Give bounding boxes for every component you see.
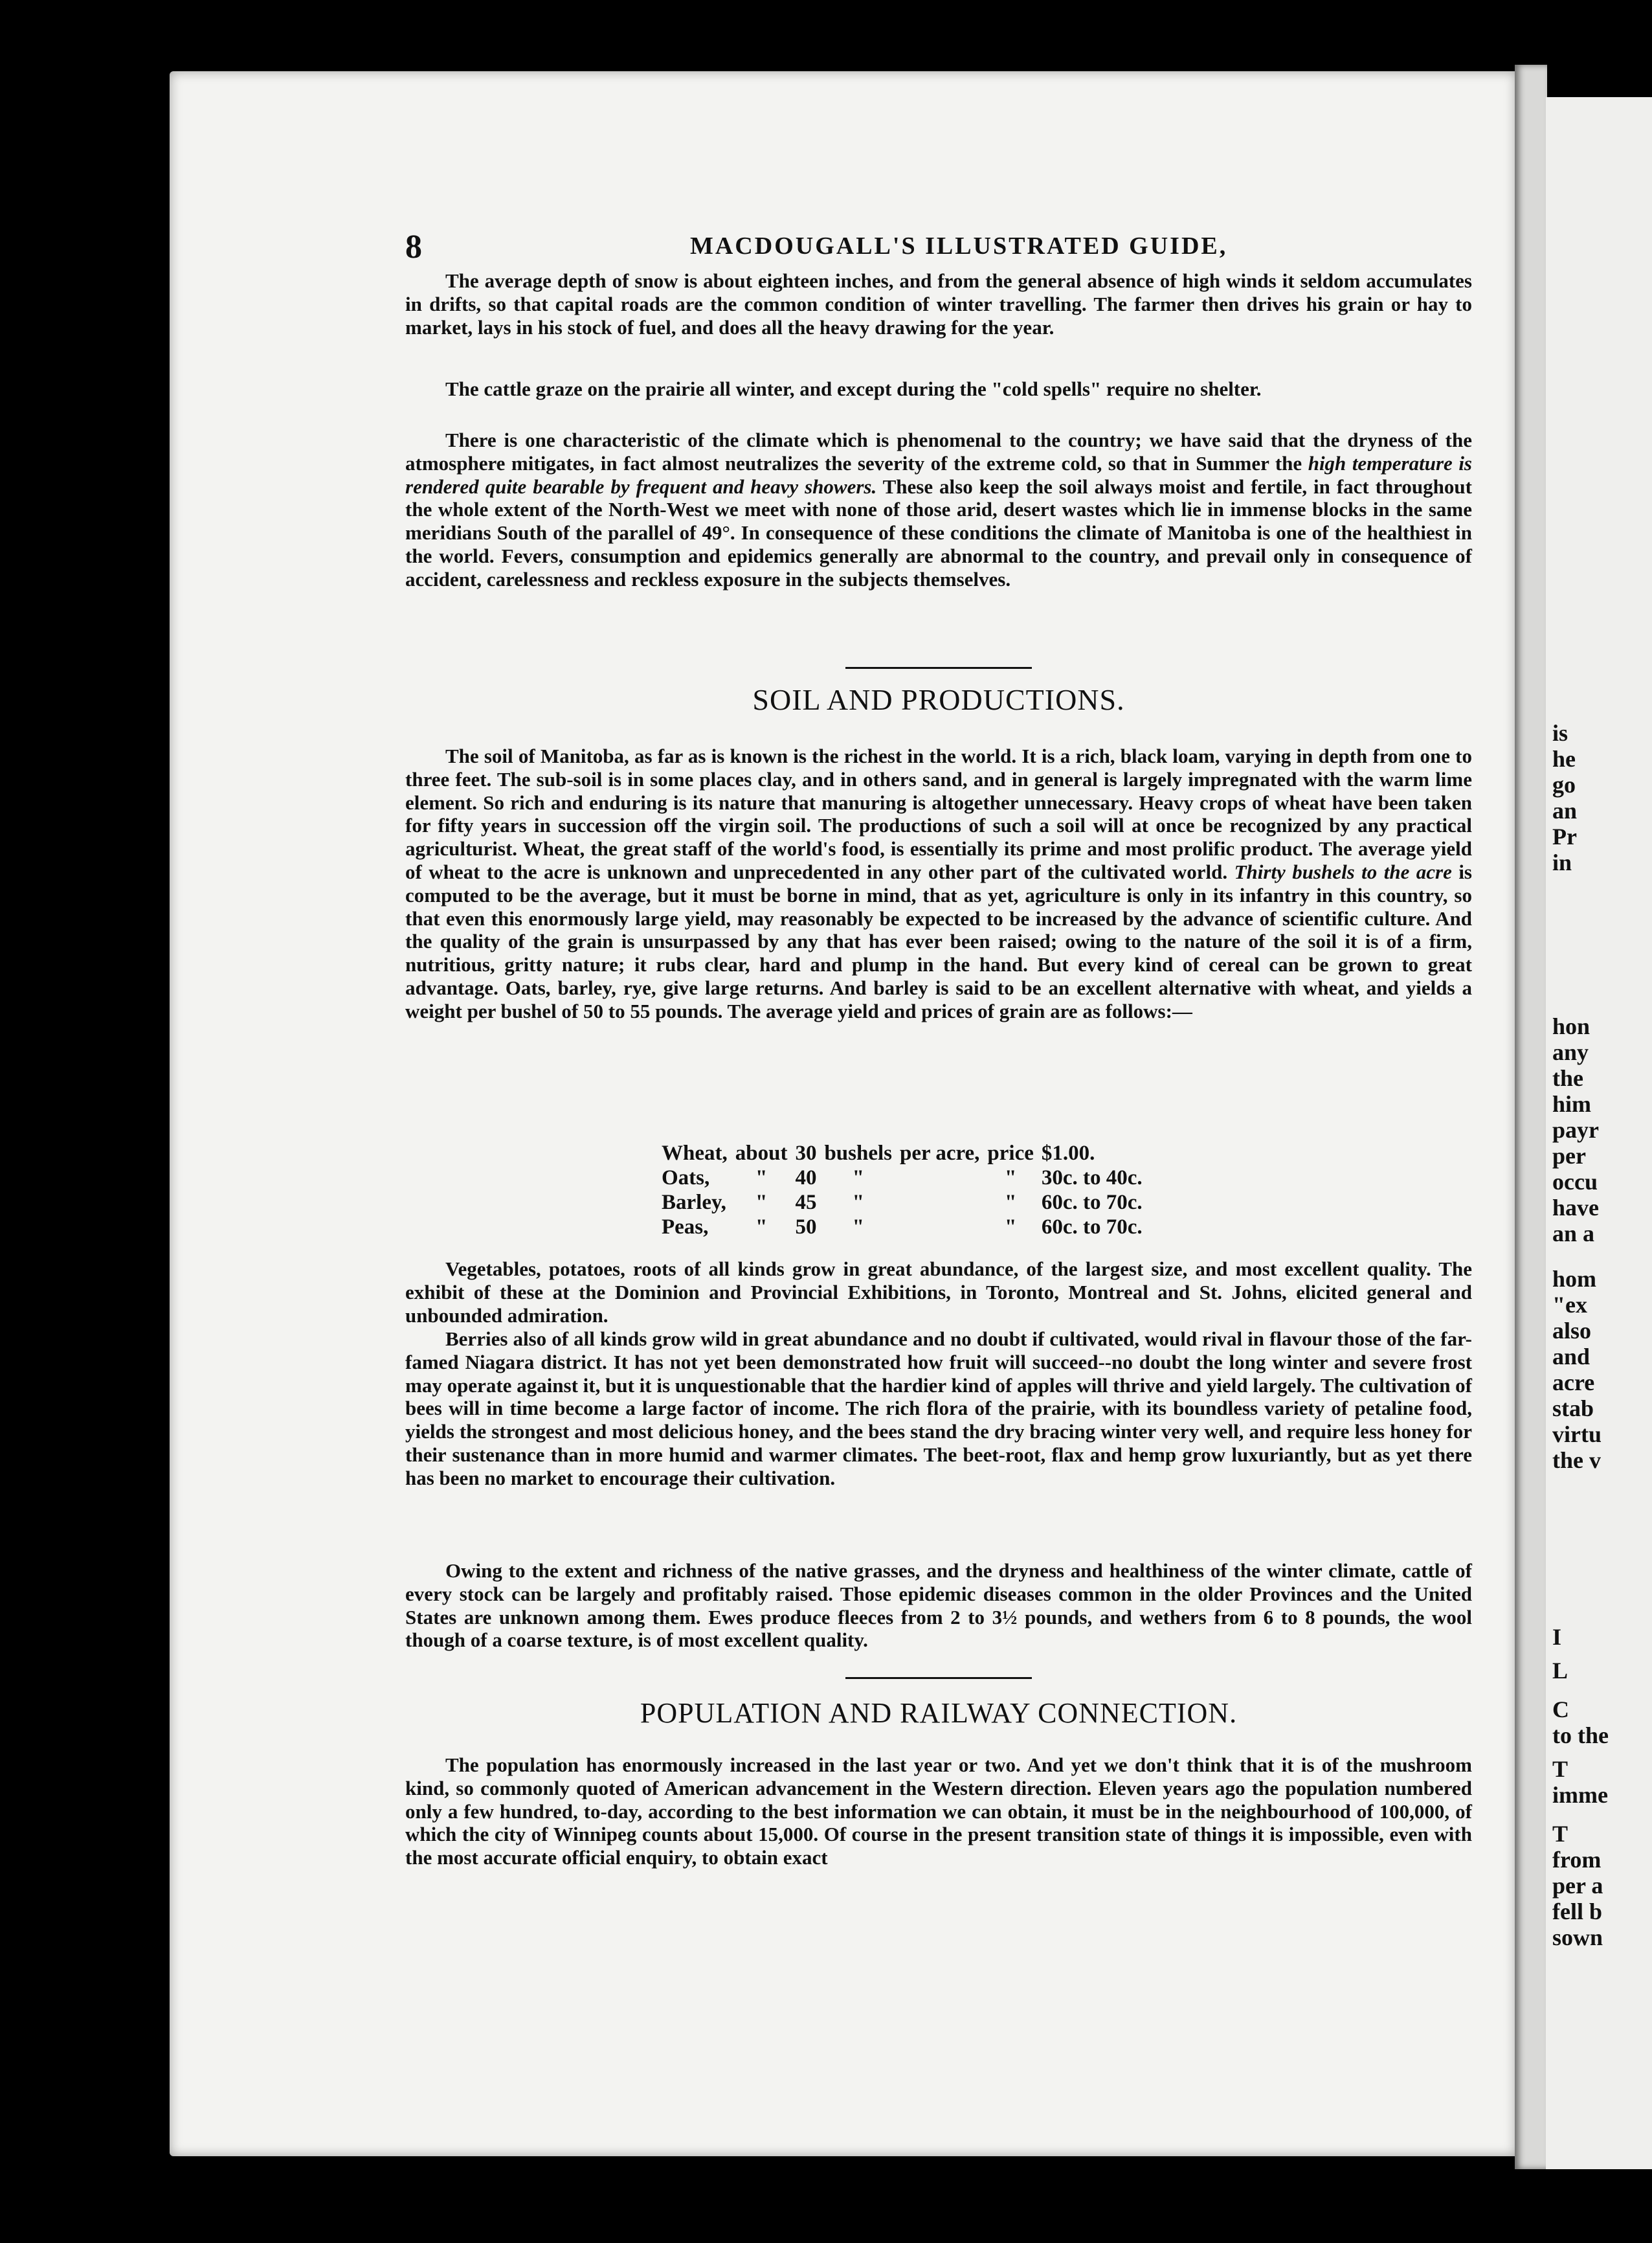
- paragraph-soil-text: The soil of Manitoba, as far as is known is the richest in the world. It is a rich, black loam, varying in depth from one to three feet. The sub-soil is in some places clay, and in others sand, and in general is largely impregnated with the warm lime element. So rich and enduring is its nature that manuring is altogether unnecessary. Heavy crops of wheat have been taken for fifty years in succession off the virgin soil. The productions of such a soil will at once be recognized by any practical agriculturist. Wheat, the great staff of the world's food, is essentially its prime and most prolific product. The average yield of wheat to the acre is unknown and unprecedented in any other part of the cultivated world.: [405, 745, 1472, 883]
- price-cell: 60c. to 70c.: [1041, 1215, 1143, 1239]
- adjacent-text-fragment: any: [1552, 1039, 1589, 1065]
- per-cell: per acre,: [900, 1141, 980, 1165]
- adjacent-text-fragment: I: [1552, 1624, 1562, 1650]
- paragraph-vegetables: Vegetables, potatoes, roots of all kinds grow in great abundance, of the largest size, and most excellent quality. The exhibit of these at the Dominion and Provincial Exhibitions, in Toronto, Montreal and St. Johns, elicited general and unbounded admiration.: [405, 1257, 1472, 1327]
- adjacent-text-fragment: hom: [1552, 1266, 1597, 1292]
- adjacent-text-fragment: fell b: [1552, 1899, 1602, 1924]
- price-label-cell: price: [987, 1141, 1034, 1165]
- about-cell: ": [755, 1166, 768, 1189]
- table-row: [658, 1166, 1146, 1190]
- adjacent-text-fragment: T: [1552, 1821, 1568, 1847]
- adjacent-text-fragment: him: [1552, 1091, 1592, 1117]
- adjacent-text-fragment: the: [1552, 1065, 1583, 1091]
- unit-cell: ": [852, 1166, 864, 1189]
- unit-cell: ": [852, 1215, 864, 1239]
- adjacent-text-fragment: also: [1552, 1318, 1592, 1344]
- adjacent-text-fragment: and: [1552, 1344, 1591, 1369]
- unit-cell: bushels: [824, 1141, 893, 1165]
- section-divider: [845, 1677, 1032, 1679]
- paragraph-climate: [405, 429, 1472, 591]
- paragraph-population: The population has enormously increased in the last year or two. And yet we don't think that it is of the mushroom kind, so commonly quoted of American advancement in the Western direction. Eleven years ago the population numbered only a few hundred, to-day, according to the best information we can obtain, it must be in the neighbourhood of 100,000, of which the city of Winnipeg counts about 15,000. Of course in the present transition state of things it is impossible, even with the most accurate official enquiry, to obtain exact: [405, 1753, 1472, 1869]
- about-cell: ": [755, 1190, 768, 1214]
- adjacent-text-fragment: is: [1552, 720, 1568, 746]
- paragraph-cattle: Owing to the extent and richness of the native grasses, and the dryness and healthiness of the winter climate, cattle of every stock can be largely and profitably raised. Those epidemic diseases common in the older Provinces and the United States are unknown among them. Ewes produce fleeces from 2 to 3½ pounds, and wethers from 6 to 8 pounds, the wool though of a coarse texture, is of most excellent quality.: [405, 1559, 1472, 1652]
- paragraph-berries: Berries also of all kinds grow wild in great abundance and no doubt if cultivated, would rival in flavour those of the far-famed Niagara district. It has not yet been demonstrated how fruit will succeed--no doubt the long winter and severe frost may operate against it, but it is unquestionable that the hardier kind of apples will thrive and yield largely. The cultivation of bees will in time become a large factor of income. The rich flora of the prairie, with its boundless variety of petaline food, yields the strongest and most delicious honey, and the bees stand the dry bracing winter very well, and require less honey for their sustenance than in more humid and warmer climates. The beet-root, flax and hemp grow luxuriantly, but as yet there has been no market to encourage their cultivation.: [405, 1327, 1473, 1489]
- price-cell: $1.00.: [1041, 1141, 1095, 1165]
- adjacent-text-fragment: per a: [1552, 1873, 1603, 1899]
- adjacent-text-fragment: occu: [1552, 1169, 1598, 1195]
- paragraph-soil-text-continued: is computed to be the average, but it must be borne in mind, that as yet, agriculture is only in its infantry in this country, so that even this enormously large yield, may reasonably be expected to be increased by the advance of scientific culture. And the quality of the grain is unsurpassed by any that has ever been raised; owing to the nature of the soil it is of a firm, nutritious, gritty nature; it rubs clear, hard and plump in the hand. But every kind of cereal can be grown to great advantage. Oats, barley, rye, give large returns. And barley is said to be an excellent alternative with wheat, and yields a weight per bushel of 50 to 55 pounds. The average yield and prices of grain are as follows:—: [405, 860, 1472, 1022]
- quantity-cell: 50: [795, 1215, 817, 1239]
- adjacent-text-fragment: the v: [1552, 1447, 1601, 1473]
- price-cell: 30c. to 40c.: [1041, 1166, 1143, 1189]
- page-number: 8: [405, 229, 422, 265]
- book-gutter: [1515, 65, 1547, 2169]
- table-row: [658, 1215, 1146, 1239]
- price-label-cell: ": [1004, 1166, 1017, 1189]
- quantity-cell: 45: [795, 1190, 817, 1214]
- adjacent-text-fragment: have: [1552, 1195, 1599, 1221]
- crop-cell: Wheat,: [662, 1141, 728, 1165]
- about-cell: about: [735, 1141, 788, 1165]
- price-label-cell: ": [1004, 1190, 1017, 1214]
- per-cell: [896, 1166, 983, 1190]
- adjacent-text-fragment: imme: [1552, 1782, 1608, 1808]
- adjacent-text-fragment: sown: [1552, 1924, 1603, 1950]
- running-head: MACDOUGALL'S ILLUSTRATED GUIDE,: [690, 232, 1228, 260]
- table-row: [658, 1141, 1146, 1166]
- adjacent-text-fragment: an: [1552, 798, 1578, 824]
- adjacent-text-fragment: virtu: [1552, 1421, 1602, 1447]
- crop-cell: Peas,: [662, 1215, 709, 1239]
- adjacent-text-fragment: stab: [1552, 1395, 1594, 1421]
- about-cell: ": [755, 1215, 768, 1239]
- paragraph-cattle-graze: The cattle graze on the prairie all winter, and except during the "cold spells" require no shelter.: [445, 378, 1262, 400]
- adjacent-text-fragment: T: [1552, 1756, 1568, 1782]
- crop-cell: Oats,: [662, 1166, 710, 1189]
- unit-cell: ": [852, 1190, 864, 1214]
- adjacent-text-fragment: he: [1552, 746, 1576, 772]
- quantity-cell: 30: [795, 1141, 817, 1165]
- page-header: [405, 228, 1490, 265]
- heading-population-and-railway: POPULATION AND RAILWAY CONNECTION.: [640, 1697, 1238, 1729]
- per-cell: [896, 1190, 983, 1215]
- paragraph-soil: [405, 745, 1472, 1023]
- grain-yield-table: [658, 1141, 1146, 1239]
- section-divider: [845, 667, 1032, 669]
- paragraph-snow: The average depth of snow is about eighteen inches, and from the general absence of high winds it seldom accumulates in drifts, so that capital roads are the common condition of winter travelling. The farmer then drives his grain or hay to market, lays in his stock of fuel, and does all the heavy drawing for the year.: [405, 269, 1472, 339]
- adjacent-text-fragment: go: [1552, 772, 1576, 798]
- adjacent-text-fragment: in: [1552, 850, 1572, 875]
- adjacent-text-fragment: an a: [1552, 1221, 1595, 1246]
- adjacent-text-fragment: L: [1552, 1658, 1568, 1684]
- adjacent-text-fragment: payr: [1552, 1117, 1599, 1143]
- adjacent-text-fragment: to the: [1552, 1722, 1609, 1748]
- paragraph-climate-emphasis: high temperature is rendered quite bearable by frequent and heavy showers.: [405, 451, 1473, 498]
- price-cell: 60c. to 70c.: [1041, 1190, 1143, 1214]
- paragraph-climate-text-continued: These also keep the soil always moist and fertile, in fact throughout the whole extent of the North-West we meet with none of those arid, desert wastes which lie in immense blocks in the same meridians South of the parallel of 49°. In consequence of these conditions the climate of Manitoba is one of the healthiest in the world. Fevers, consumption and epidemics generally are abnormal to the country, and prevail only in consequence of accident, carelessness and reckless exposure in the subjects themselves.: [405, 475, 1472, 591]
- adjacent-text-fragment: acre: [1552, 1369, 1595, 1395]
- adjacent-text-fragment: "ex: [1552, 1292, 1587, 1318]
- crop-cell: Barley,: [662, 1190, 726, 1214]
- adjacent-text-fragment: hon: [1552, 1013, 1591, 1039]
- paragraph-soil-emphasis: Thirty bushels to the acre: [1234, 860, 1452, 883]
- per-cell: [896, 1215, 983, 1239]
- adjacent-page-edge: [1546, 97, 1652, 2169]
- adjacent-text-fragment: Pr: [1552, 824, 1577, 850]
- adjacent-text-fragment: C: [1552, 1696, 1569, 1722]
- adjacent-text-fragment: from: [1552, 1847, 1602, 1873]
- table-row: [658, 1190, 1146, 1215]
- heading-soil-and-productions: SOIL AND PRODUCTIONS.: [752, 683, 1125, 716]
- price-label-cell: ": [1004, 1215, 1017, 1239]
- quantity-cell: 40: [795, 1166, 817, 1189]
- paragraph-climate-text: There is one characteristic of the climate which is phenomenal to the country; we have said that the dryness of the atmosphere mitigates, in fact almost neutralizes the severity of the extreme cold, so that in Summer the: [405, 429, 1472, 475]
- adjacent-text-fragment: per: [1552, 1143, 1586, 1169]
